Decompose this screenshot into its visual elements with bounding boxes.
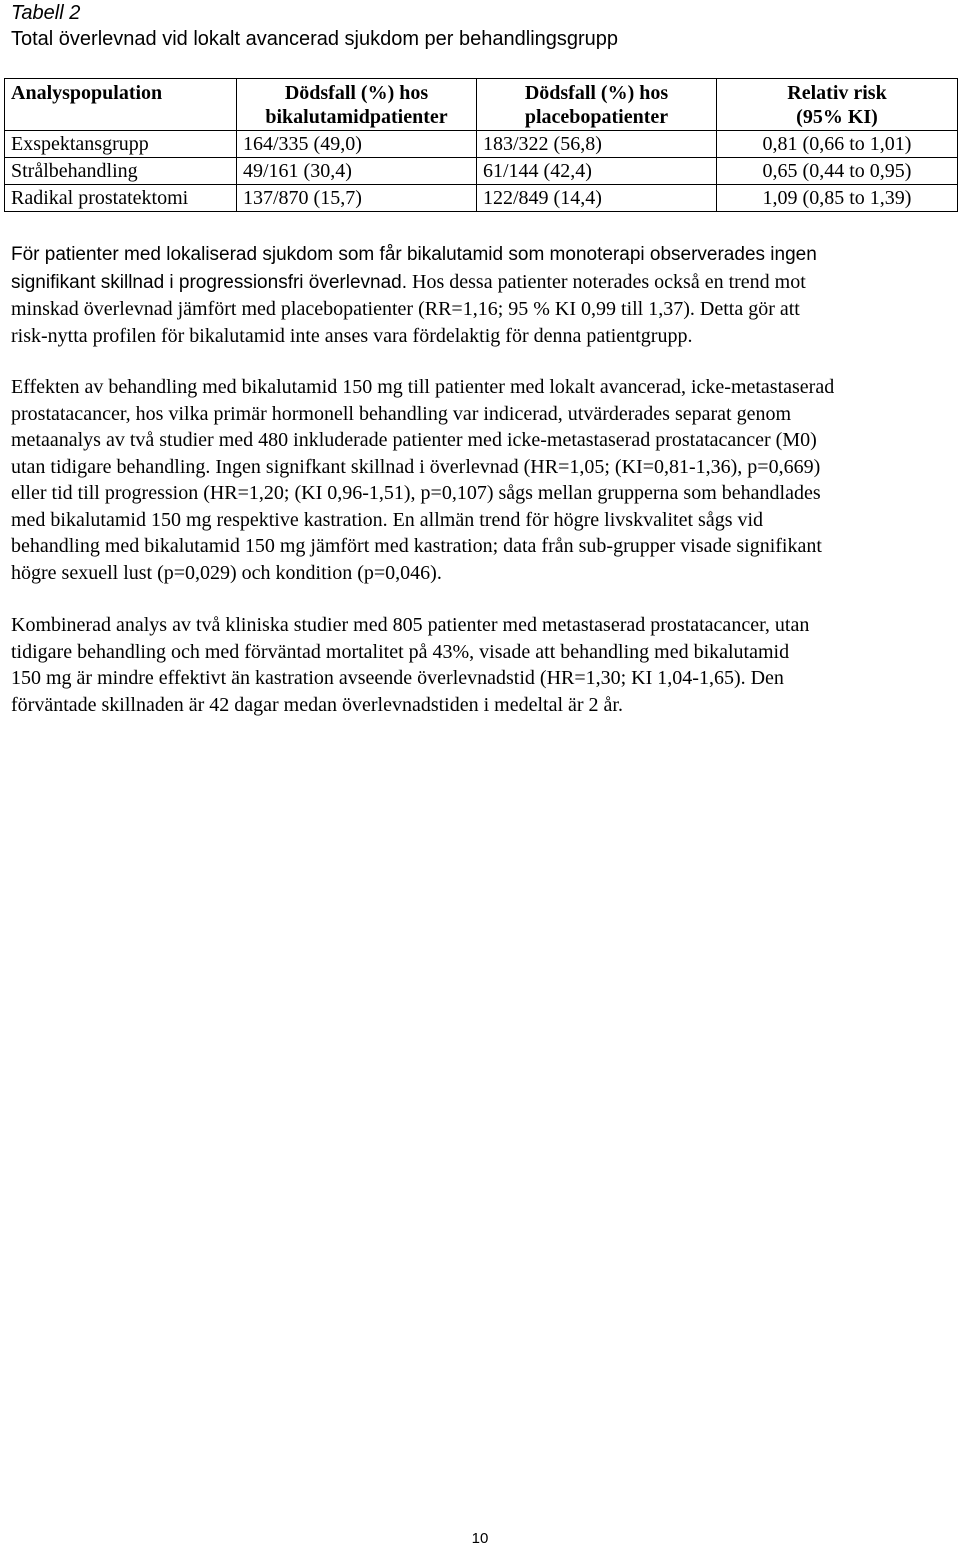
table-row [5, 185, 958, 212]
table-row [5, 131, 958, 158]
row-bicalutamide-deaths: 137/870 (15,7) [237, 185, 477, 212]
row-population: Exspektansgrupp [5, 131, 237, 158]
header-analyspopulation: Analyspopulation [5, 79, 237, 131]
survival-table [4, 78, 958, 212]
row-bicalutamide-deaths: 164/335 (49,0) [237, 131, 477, 158]
paragraph-line: prostatacancer, hos vilka primär hormonell behandling var indicerad, utvärderades separat genom [11, 402, 792, 425]
row-bicalutamide-deaths: 49/161 (30,4) [237, 158, 477, 185]
paragraph-line: 150 mg är mindre effektivt än kastration avseende överlevnadstid (HR=1,30; KI 1,04-1,65). Den [11, 667, 784, 689]
paragraph-line: tidigare behandling och med förväntad mortalitet på 43%, visade att behandling med bikalutamid [11, 640, 790, 663]
paragraph-metastatic [11, 612, 956, 718]
row-relative-risk: 1,09 (0,85 to 1,39) [717, 185, 958, 212]
paragraph-line: förväntade skillnaden är 42 dagar medan överlevnadstiden i medeltal är 2 år. [11, 693, 623, 716]
row-placebo-deaths: 122/849 (14,4) [477, 185, 717, 212]
row-population: Radikal prostatektomi [5, 185, 237, 212]
paragraph-line: med bikalutamid 150 mg respektive kastration. En allmän trend för högre livskvalitet sågs vid [11, 508, 764, 531]
paragraph-line: behandling med bikalutamid 150 mg jämfört med kastration; data från sub-grupper visade signifikant [11, 535, 822, 557]
paragraph-line: Kombinerad analys av två kliniska studier med 805 patienter med metastaserad prostatacancer, utan [11, 614, 810, 636]
header-relative-risk: Relativ risk (95% KI) [717, 79, 958, 131]
paragraph-line: risk-nytta profilen för bikalutamid inte anses vara fördelaktig för denna patientgrupp. [11, 324, 693, 347]
paragraph-line: metaanalys av två studier med 480 inkluderade patienter med icke-metastaserad prostatacancer (M0) [11, 429, 817, 451]
paragraph-line: eller tid till progression (HR=1,20; (KI 0,96-1,51), p=0,107) sågs mellan grupperna som behandlades [11, 482, 821, 504]
header-deaths-bicalutamide: Dödsfall (%) hos bikalutamidpatienter [237, 79, 477, 131]
row-placebo-deaths: 61/144 (42,4) [477, 158, 717, 185]
page-number: 10 [471, 1530, 489, 1547]
paragraph-locally-advanced [11, 374, 956, 586]
paragraph-line: Effekten av behandling med bikalutamid 150 mg till patienter med lokalt avancerad, icke-metastaserad [11, 376, 835, 398]
header-deaths-placebo: Dödsfall (%) hos placebopatienter [477, 79, 717, 131]
paragraph-line: utan tidigare behandling. Ingen signifkant skillnad i överlevnad (HR=1,05; (KI=0,81-1,36), p=0,669) [11, 455, 821, 478]
row-relative-risk: 0,81 (0,66 to 1,01) [717, 131, 958, 158]
paragraph-line: signifikant skillnad i progressionsfri överlevnad. Hos dessa patienter noterades också en trend mot [11, 270, 806, 293]
row-placebo-deaths: 183/322 (56,8) [477, 131, 717, 158]
table-caption-label: Tabell 2 [11, 2, 81, 24]
paragraph-localized-disease [11, 242, 956, 349]
paragraph-line: minskad överlevnad jämfört med placebopatienter (RR=1,16; 95 % KI 0,99 till 1,37). Detta gör att [11, 298, 800, 320]
paragraph-line: För patienter med lokaliserad sjukdom som får bikalutamid som monoterapi observerades ingen [11, 244, 817, 265]
table-row [5, 158, 958, 185]
paragraph-line: högre sexuell lust (p=0,029) och kondition (p=0,046). [11, 561, 442, 584]
table-header-row [5, 79, 958, 131]
row-relative-risk: 0,65 (0,44 to 0,95) [717, 158, 958, 185]
row-population: Strålbehandling [5, 158, 237, 185]
table-caption-title: Total överlevnad vid lokalt avancerad sjukdom per behandlingsgrupp [11, 28, 619, 50]
